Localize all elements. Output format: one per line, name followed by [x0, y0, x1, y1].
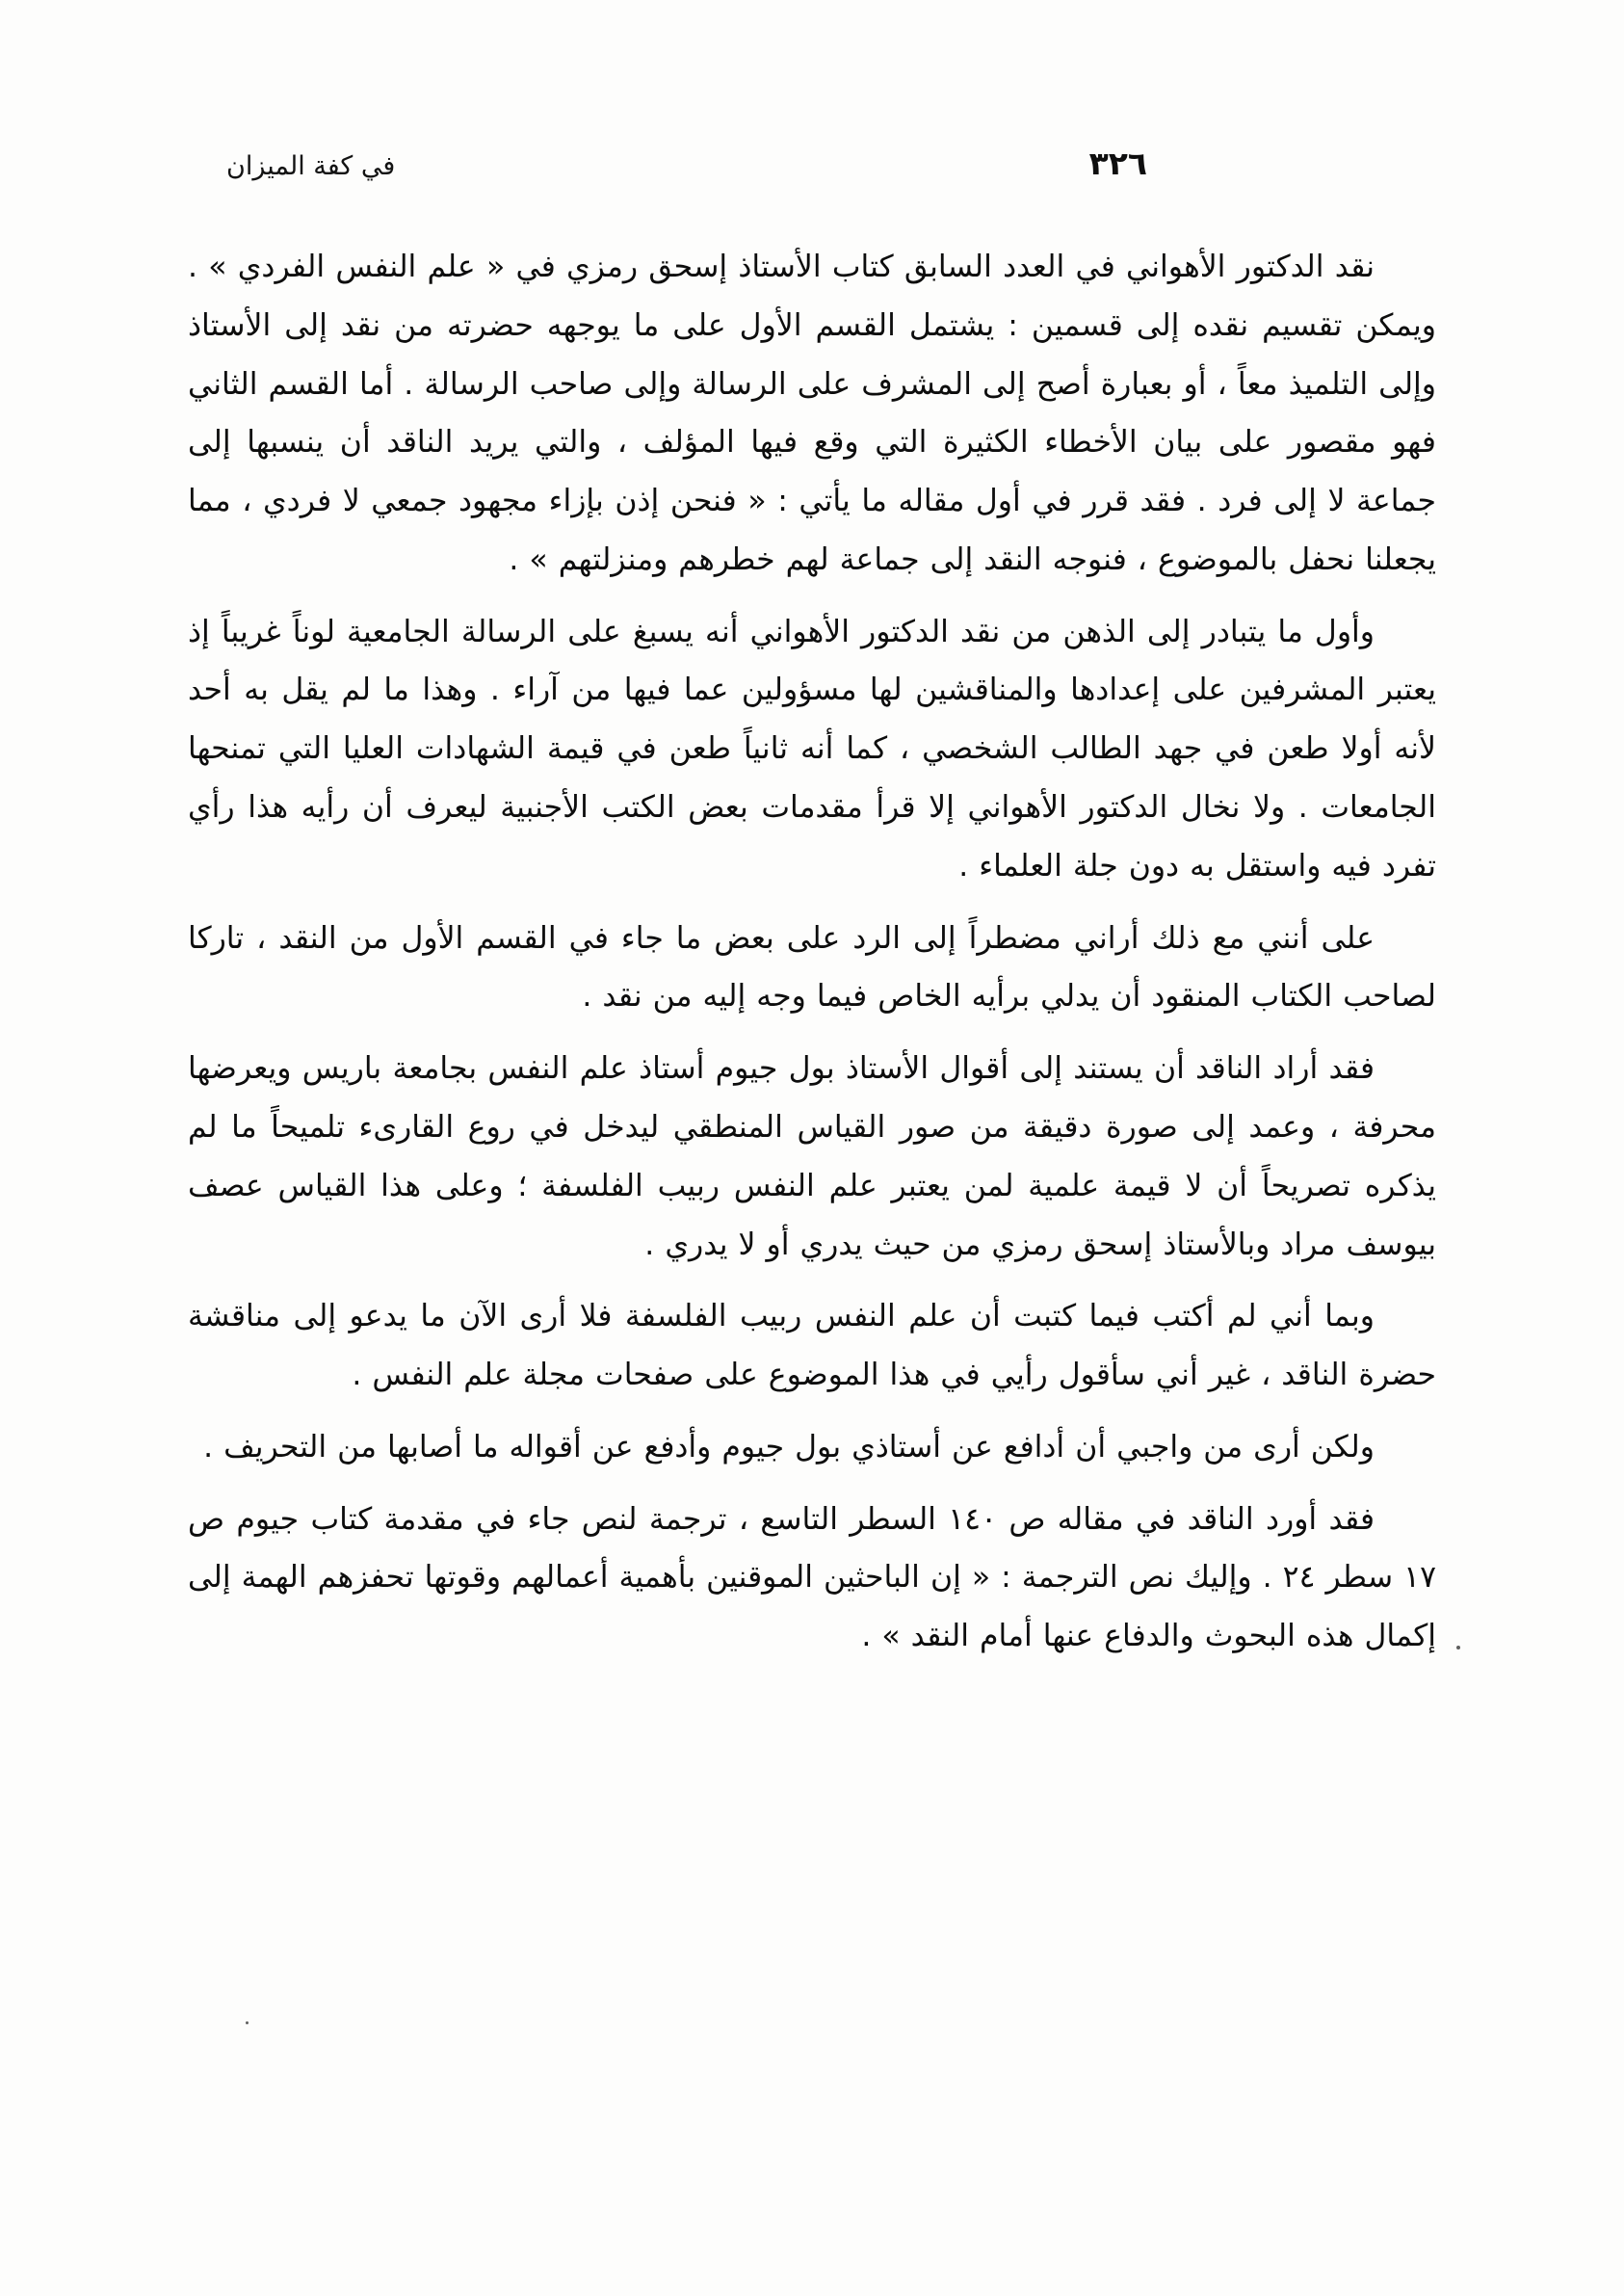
ink-speck: [246, 2021, 249, 2024]
paragraph: على أنني مع ذلك أراني مضطراً إلى الرد على بعض ما جاء في القسم الأول من النقد ، تاركا لصاحب الكتاب المنقود أن يدلي برأيه الخاص فيما وجه إليه من نقد .: [188, 920, 1436, 1015]
paragraph: فقد أراد الناقد أن يستند إلى أقوال الأستاذ بول جيوم أستاذ علم النفس بجامعة باريس ويعرضها محرفة ، وعمد إلى صورة دقيقة من صور القياس المنطقي ليدخل في روع القارىء تلميحاً ما لم يذكره تصريحاً أن لا قيمة علمية لمن يعتبر علم النفس ربيب الفلسفة ؛ وعلى هذا القياس عصف بيوسف مراد وبالأستاذ إسحق رمزي من حيث يدري أو لا يدري .: [188, 1051, 1436, 1262]
paragraph: ولكن أرى من واجبي أن أدافع عن أستاذي بول جيوم وأدفع عن أقواله ما أصابها من التحريف .: [203, 1429, 1375, 1465]
ink-speck: [1456, 1646, 1460, 1649]
page-header: [188, 145, 1436, 182]
paragraph: نقد الدكتور الأهواني في العدد السابق كتاب الأستاذ إسحق رمزي في « علم النفس الفردي » . ويمكن تقسيم نقده إلى قسمين : يشتمل القسم الأول على ما يوجهه حضرته من نقد إلى الأستاذ وإلى التلميذ معاً ، أو بعبارة أصح إلى المشرف على الرسالة وإلى صاحب الرسالة . أما القسم الثاني فهو مقصور على بيان الأخطاء الكثيرة التي وقع فيها المؤلف ، والتي يريد الناقد أن ينسبها إلى جماعة لا إلى فرد . فقد قرر في أول مقاله ما يأتي : « فنحن إذن بإزاء مجهود جمعي لا فردي ، مما يجعلنا نحفل بالموضوع ، فنوجه النقد إلى جماعة لهم خطرهم ومنزلتهم » .: [188, 250, 1436, 577]
paragraph: فقد أورد الناقد في مقاله ص ١٤٠ السطر التاسع ، ترجمة لنص جاء في مقدمة كتاب جيوم ص ١٧ سطر ٢٤ . وإليك نص الترجمة : « إن الباحثين الموقنين بأهمية أعمالهم وقوتها تحفزهم الهمة إلى إكمال هذه البحوث والدفاع عنها أمام النقد » .: [188, 1501, 1436, 1654]
running-title: في كفة الميزان: [226, 151, 396, 181]
page-content-area: [188, 145, 1436, 2180]
page-number: ٣٢٦: [1088, 145, 1147, 182]
body-text: [188, 238, 1436, 1666]
paragraph: وأول ما يتبادر إلى الذهن من نقد الدكتور الأهواني أنه يسبغ على الرسالة الجامعية لوناً غريباً إذ يعتبر المشرفين على إعدادها والمناقشين لها مسؤولين عما فيها من آراء . وهذا ما لم يقل به أحد لأنه أولا طعن في جهد الطالب الشخصي ، كما أنه ثانياً طعن في قيمة الشهادات العليا التي تمنحها الجامعات . ولا نخال الدكتور الأهواني إلا قرأ مقدمات بعض الكتب الأجنبية ليعرف أن رأيه هذا رأي تفرد فيه واستقل به دون جلة العلماء .: [188, 614, 1436, 884]
paragraph: وبما أني لم أكتب فيما كتبت أن علم النفس ربيب الفلسفة فلا أرى الآن ما يدعو إلى مناقشة حضرة الناقد ، غير أني سأقول رأيي في هذا الموضوع على صفحات مجلة علم النفس .: [188, 1299, 1436, 1393]
